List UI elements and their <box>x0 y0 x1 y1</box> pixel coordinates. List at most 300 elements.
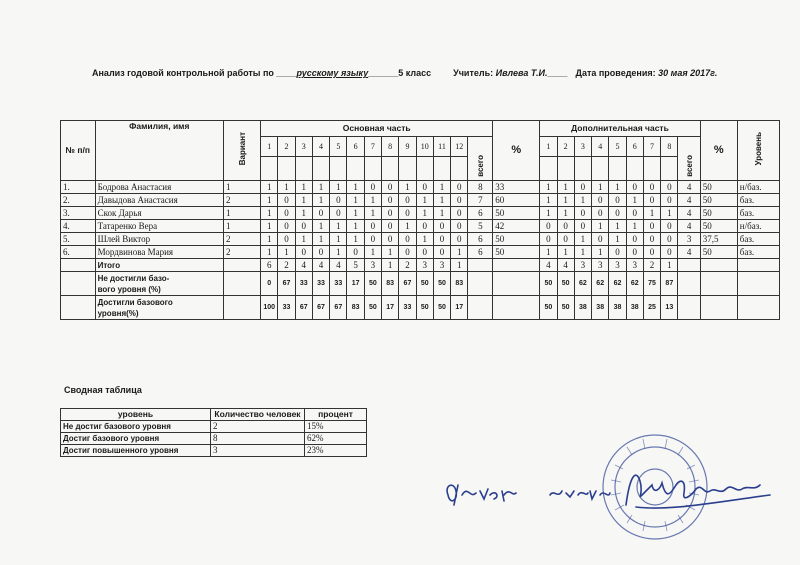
student-name: Давыдова Анастасия <box>95 194 223 207</box>
extra-score: 1 <box>540 194 557 207</box>
summary-header: Количество человек <box>211 409 305 421</box>
not-reached-row-extra-value: 50 <box>557 272 574 296</box>
basic-score: 0 <box>399 233 416 246</box>
basic-task-spacer <box>364 157 381 181</box>
basic-task-number: 6 <box>347 137 364 157</box>
extra-score: 1 <box>609 233 626 246</box>
reached-row-extra-value: 38 <box>592 296 609 320</box>
basic-score: 0 <box>451 181 468 194</box>
total-row <box>61 259 780 272</box>
summary-count: 3 <box>211 445 305 457</box>
not-reached-row-basic-value: 50 <box>433 272 450 296</box>
header-basic-percent: % <box>493 121 540 181</box>
total-label: всего <box>684 155 694 177</box>
basic-score: 1 <box>347 194 364 207</box>
basic-score: 1 <box>347 220 364 233</box>
basic-total: 5 <box>468 220 493 233</box>
basic-score: 1 <box>312 233 329 246</box>
not-reached-row-label-line1: Не достигли базо- <box>97 273 170 283</box>
total-basic-value: 5 <box>347 259 364 272</box>
basic-task-number: 2 <box>278 137 295 157</box>
total-label: всего <box>475 155 485 177</box>
summary-percent: 15% <box>305 421 367 433</box>
extra-score: 0 <box>643 246 660 259</box>
total-row-label: Итого <box>95 259 223 272</box>
student-name: Шлей Виктор <box>95 233 223 246</box>
extra-total: 3 <box>678 233 700 246</box>
reached-row-extra-value: 13 <box>661 296 678 320</box>
total-level <box>737 259 779 272</box>
basic-score: 0 <box>433 220 450 233</box>
student-number: 4. <box>61 220 96 233</box>
extra-score: 1 <box>609 181 626 194</box>
basic-score: 0 <box>364 181 381 194</box>
summary-row <box>61 445 367 457</box>
basic-task-spacer <box>347 157 364 181</box>
total-extra-value: 4 <box>557 259 574 272</box>
not-reached-row-basic-value: 83 <box>451 272 468 296</box>
basic-score: 0 <box>312 246 329 259</box>
not-reached-row-extra-value: 62 <box>574 272 591 296</box>
extra-score: 0 <box>574 181 591 194</box>
total-row-num <box>61 259 96 272</box>
total-row-variant <box>224 259 261 272</box>
basic-score: 1 <box>416 194 433 207</box>
not-reached-row-basic-value: 0 <box>261 272 278 296</box>
basic-score: 0 <box>451 220 468 233</box>
extra-score: 1 <box>661 207 678 220</box>
basic-score: 1 <box>278 246 295 259</box>
student-row <box>61 220 780 233</box>
reached-row-extra-value: 38 <box>609 296 626 320</box>
basic-percent: 42 <box>493 220 540 233</box>
basic-task-spacer <box>433 157 450 181</box>
not-reached-row-basic-value: 17 <box>347 272 364 296</box>
summary-level: Достиг базового уровня <box>61 433 211 445</box>
basic-score: 0 <box>451 207 468 220</box>
teacher-blank: ____ <box>547 68 568 78</box>
basic-score: 1 <box>433 194 450 207</box>
basic-score: 0 <box>433 233 450 246</box>
not-reached-row-label-line2: вого уровня (%) <box>97 284 161 294</box>
extra-score: 0 <box>643 194 660 207</box>
basic-score: 0 <box>278 207 295 220</box>
extra-task-number: 6 <box>626 137 643 157</box>
reached-row-basic-value: 33 <box>399 296 416 320</box>
basic-task-spacer <box>451 157 468 181</box>
header-level: Уровень <box>737 121 779 181</box>
reached-row-extra-value: 25 <box>643 296 660 320</box>
header-extra-percent: % <box>700 121 737 181</box>
not-reached-row-extra-value: 62 <box>592 272 609 296</box>
basic-score: 0 <box>364 220 381 233</box>
basic-score: 1 <box>347 181 364 194</box>
header-variant: Вариант <box>224 121 261 181</box>
extra-score: 0 <box>540 233 557 246</box>
total-extra-sum <box>678 259 700 272</box>
reached-row-variant <box>224 296 261 320</box>
total-basic-value: 1 <box>451 259 468 272</box>
basic-percent: 33 <box>493 181 540 194</box>
basic-task-spacer <box>330 157 347 181</box>
extra-task-number: 3 <box>574 137 591 157</box>
reached-row-extra-sum <box>678 296 700 320</box>
basic-score: 0 <box>416 246 433 259</box>
student-row <box>61 194 780 207</box>
extra-percent: 50 <box>700 246 737 259</box>
basic-score: 1 <box>347 233 364 246</box>
reached-row <box>61 296 780 320</box>
basic-percent: 50 <box>493 246 540 259</box>
director-signature-icon <box>440 455 780 535</box>
summary-header-row <box>61 409 367 421</box>
title-prefix: Анализ годовой контрольной работы по ____ <box>92 68 297 78</box>
student-number: 6. <box>61 246 96 259</box>
extra-score: 1 <box>592 220 609 233</box>
student-name: Скок Дарья <box>95 207 223 220</box>
subject: русскому языку <box>296 68 369 78</box>
student-number: 5. <box>61 233 96 246</box>
summary-title: Сводная таблица <box>64 385 142 395</box>
summary-header: уровень <box>61 409 211 421</box>
total-basic-sum <box>468 259 493 272</box>
extra-task-number: 2 <box>557 137 574 157</box>
extra-task-spacer <box>609 157 626 181</box>
basic-task-number: 9 <box>399 137 416 157</box>
total-basic-pct <box>493 259 540 272</box>
basic-task-number: 7 <box>364 137 381 157</box>
summary-percent: 62% <box>305 433 367 445</box>
extra-score: 1 <box>592 181 609 194</box>
basic-score: 0 <box>433 246 450 259</box>
student-row <box>61 181 780 194</box>
total-basic-value: 4 <box>330 259 347 272</box>
basic-score: 1 <box>295 207 312 220</box>
reached-row-basic-value: 17 <box>382 296 399 320</box>
extra-task-number: 4 <box>592 137 609 157</box>
basic-score: 0 <box>364 233 381 246</box>
reached-row-basic-value: 33 <box>278 296 295 320</box>
basic-percent: 60 <box>493 194 540 207</box>
basic-score: 0 <box>416 220 433 233</box>
extra-score: 1 <box>557 181 574 194</box>
extra-score: 0 <box>626 233 643 246</box>
basic-score: 0 <box>451 194 468 207</box>
student-level: н/баз. <box>737 220 779 233</box>
basic-score: 1 <box>399 220 416 233</box>
extra-percent: 37,5 <box>700 233 737 246</box>
extra-score: 1 <box>540 181 557 194</box>
total-extra-value: 4 <box>540 259 557 272</box>
extra-percent: 50 <box>700 181 737 194</box>
basic-percent: 50 <box>493 207 540 220</box>
extra-score: 1 <box>557 194 574 207</box>
basic-score: 1 <box>416 207 433 220</box>
student-name: Татаренко Вера <box>95 220 223 233</box>
extra-score: 0 <box>661 220 678 233</box>
reached-row-extra-value: 38 <box>574 296 591 320</box>
total-extra-pct <box>700 259 737 272</box>
not-reached-row-basic-value: 33 <box>295 272 312 296</box>
not-reached-row-basic-value: 33 <box>330 272 347 296</box>
basic-score: 0 <box>278 233 295 246</box>
summary-percent: 23% <box>305 445 367 457</box>
extra-score: 0 <box>643 181 660 194</box>
total-basic-value: 3 <box>433 259 450 272</box>
extra-score: 0 <box>592 194 609 207</box>
reached-row-basic-value: 17 <box>451 296 468 320</box>
student-variant: 1 <box>224 207 261 220</box>
basic-score: 0 <box>295 220 312 233</box>
basic-task-number: 8 <box>382 137 399 157</box>
basic-score: 0 <box>416 181 433 194</box>
reached-row-label-line2: уровня(%) <box>97 308 139 318</box>
basic-total: 6 <box>468 246 493 259</box>
basic-task-number: 3 <box>295 137 312 157</box>
not-reached-row-level <box>737 272 779 296</box>
extra-score: 0 <box>592 207 609 220</box>
basic-score: 1 <box>295 194 312 207</box>
extra-score: 0 <box>626 207 643 220</box>
basic-score: 0 <box>399 207 416 220</box>
header-basic-part: Основная часть <box>261 121 493 137</box>
total-extra-value: 3 <box>609 259 626 272</box>
basic-score: 1 <box>312 220 329 233</box>
extra-score: 0 <box>574 207 591 220</box>
extra-task-spacer <box>574 157 591 181</box>
basic-score: 1 <box>330 246 347 259</box>
reached-row-extra-pct <box>700 296 737 320</box>
student-row <box>61 207 780 220</box>
total-extra-value: 3 <box>592 259 609 272</box>
reached-row-level <box>737 296 779 320</box>
total-extra-value: 2 <box>643 259 660 272</box>
extra-total: 4 <box>678 220 700 233</box>
extra-score: 1 <box>574 246 591 259</box>
total-basic-value: 4 <box>295 259 312 272</box>
student-variant: 2 <box>224 246 261 259</box>
reached-row-basic-sum <box>468 296 493 320</box>
extra-score: 0 <box>661 181 678 194</box>
student-row <box>61 246 780 259</box>
not-reached-row-extra-value: 75 <box>643 272 660 296</box>
extra-task-spacer <box>626 157 643 181</box>
student-variant: 1 <box>224 220 261 233</box>
basic-task-spacer <box>278 157 295 181</box>
extra-score: 0 <box>643 220 660 233</box>
basic-score: 1 <box>451 246 468 259</box>
basic-score: 1 <box>433 181 450 194</box>
extra-score: 0 <box>661 246 678 259</box>
basic-score: 0 <box>278 194 295 207</box>
student-level: баз. <box>737 246 779 259</box>
reached-row-extra-value: 38 <box>626 296 643 320</box>
grade: ______5 класс <box>368 68 432 78</box>
reached-row-basic-value: 67 <box>312 296 329 320</box>
student-row <box>61 233 780 246</box>
not-reached-row-num <box>61 272 96 296</box>
basic-score: 1 <box>261 181 278 194</box>
reached-row-basic-value: 67 <box>295 296 312 320</box>
not-reached-row-basic-value: 67 <box>278 272 295 296</box>
basic-score: 1 <box>347 207 364 220</box>
basic-score: 0 <box>295 246 312 259</box>
basic-task-number: 5 <box>330 137 347 157</box>
extra-score: 0 <box>540 220 557 233</box>
basic-task-number: 11 <box>433 137 450 157</box>
basic-score: 1 <box>382 246 399 259</box>
total-extra-value: 1 <box>661 259 678 272</box>
basic-score: 0 <box>278 220 295 233</box>
total-extra-value: 3 <box>574 259 591 272</box>
reached-row-basic-value: 50 <box>433 296 450 320</box>
summary-count: 2 <box>211 421 305 433</box>
extra-score: 0 <box>574 220 591 233</box>
basic-score: 1 <box>295 181 312 194</box>
basic-score: 1 <box>330 181 347 194</box>
basic-total: 8 <box>468 181 493 194</box>
basic-score: 1 <box>278 181 295 194</box>
extra-total: 4 <box>678 181 700 194</box>
extra-score: 1 <box>574 194 591 207</box>
document-title <box>92 68 792 78</box>
exam-date: 30 мая 2017г. <box>658 68 718 78</box>
basic-task-spacer <box>416 157 433 181</box>
basic-score: 0 <box>382 207 399 220</box>
summary-header: процент <box>305 409 367 421</box>
basic-score: 1 <box>312 181 329 194</box>
basic-total: 7 <box>468 194 493 207</box>
student-level: баз. <box>737 207 779 220</box>
header-num: № п/п <box>61 121 96 181</box>
basic-score: 1 <box>330 233 347 246</box>
extra-task-spacer <box>643 157 660 181</box>
reached-row-basic-value: 67 <box>330 296 347 320</box>
reached-row-extra-value: 50 <box>557 296 574 320</box>
basic-task-spacer <box>295 157 312 181</box>
not-reached-row-basic-value: 83 <box>382 272 399 296</box>
student-level: баз. <box>737 194 779 207</box>
header-extra-part: Дополнительная часть <box>540 121 701 137</box>
extra-task-number: 8 <box>661 137 678 157</box>
basic-score: 0 <box>451 233 468 246</box>
extra-task-number: 5 <box>609 137 626 157</box>
total-basic-value: 6 <box>261 259 278 272</box>
extra-score: 0 <box>557 220 574 233</box>
basic-score: 1 <box>399 181 416 194</box>
extra-score: 1 <box>592 246 609 259</box>
student-number: 2. <box>61 194 96 207</box>
basic-score: 1 <box>261 246 278 259</box>
extra-task-spacer <box>661 157 678 181</box>
not-reached-row-extra-pct <box>700 272 737 296</box>
basic-score: 0 <box>399 246 416 259</box>
reached-row-basic-pct <box>493 296 540 320</box>
header-name: Фамилия, имя <box>95 121 223 181</box>
basic-score: 0 <box>382 233 399 246</box>
basic-score: 0 <box>312 207 329 220</box>
extra-score: 1 <box>557 246 574 259</box>
basic-total-header <box>468 137 493 181</box>
extra-score: 1 <box>540 207 557 220</box>
reached-row-basic-value: 83 <box>347 296 364 320</box>
not-reached-row-extra-value: 62 <box>609 272 626 296</box>
basic-task-number: 1 <box>261 137 278 157</box>
extra-score: 1 <box>557 207 574 220</box>
student-number: 1. <box>61 181 96 194</box>
basic-score: 0 <box>382 220 399 233</box>
reached-row-label <box>95 296 223 320</box>
not-reached-row-extra-value: 50 <box>540 272 557 296</box>
extra-task-spacer <box>557 157 574 181</box>
basic-task-spacer <box>399 157 416 181</box>
basic-score: 1 <box>416 233 433 246</box>
basic-score: 0 <box>382 194 399 207</box>
reached-row-label-line1: Достигли базового <box>97 297 173 307</box>
basic-percent: 50 <box>493 233 540 246</box>
extra-score: 1 <box>626 194 643 207</box>
reached-row-basic-value: 50 <box>416 296 433 320</box>
reached-row-num <box>61 296 96 320</box>
extra-score: 1 <box>626 220 643 233</box>
basic-score: 0 <box>382 181 399 194</box>
basic-task-spacer <box>261 157 278 181</box>
student-variant: 1 <box>224 181 261 194</box>
total-basic-value: 3 <box>416 259 433 272</box>
not-reached-row-variant <box>224 272 261 296</box>
basic-score: 1 <box>261 233 278 246</box>
extra-total: 4 <box>678 194 700 207</box>
not-reached-row-extra-value: 62 <box>626 272 643 296</box>
reached-row-basic-value: 100 <box>261 296 278 320</box>
extra-task-spacer <box>592 157 609 181</box>
student-name: Бодрова Анастасия <box>95 181 223 194</box>
total-basic-value: 1 <box>382 259 399 272</box>
basic-score: 0 <box>330 194 347 207</box>
not-reached-row-extra-sum <box>678 272 700 296</box>
not-reached-row-basic-value: 50 <box>364 272 381 296</box>
extra-task-spacer <box>540 157 557 181</box>
summary-row <box>61 433 367 445</box>
total-basic-value: 2 <box>278 259 295 272</box>
not-reached-row-extra-value: 87 <box>661 272 678 296</box>
summary-row <box>61 421 367 433</box>
basic-total: 6 <box>468 233 493 246</box>
extra-total-header <box>678 137 700 181</box>
basic-score: 1 <box>433 207 450 220</box>
basic-score: 1 <box>261 207 278 220</box>
basic-score: 1 <box>330 220 347 233</box>
teacher-label: Учитель: <box>453 68 494 78</box>
extra-score: 1 <box>574 233 591 246</box>
summary-table <box>60 408 367 457</box>
summary-level: Не достиг базового уровня <box>61 421 211 433</box>
student-variant: 2 <box>224 194 261 207</box>
basic-score: 1 <box>261 220 278 233</box>
extra-score: 0 <box>592 233 609 246</box>
not-reached-row-basic-value: 33 <box>312 272 329 296</box>
total-basic-value: 3 <box>364 259 381 272</box>
basic-score: 1 <box>364 194 381 207</box>
student-level: н/баз. <box>737 181 779 194</box>
extra-percent: 50 <box>700 207 737 220</box>
basic-task-number: 4 <box>312 137 329 157</box>
extra-score: 0 <box>626 246 643 259</box>
extra-score: 0 <box>609 207 626 220</box>
basic-score: 0 <box>330 207 347 220</box>
extra-score: 0 <box>609 194 626 207</box>
total-basic-value: 2 <box>399 259 416 272</box>
